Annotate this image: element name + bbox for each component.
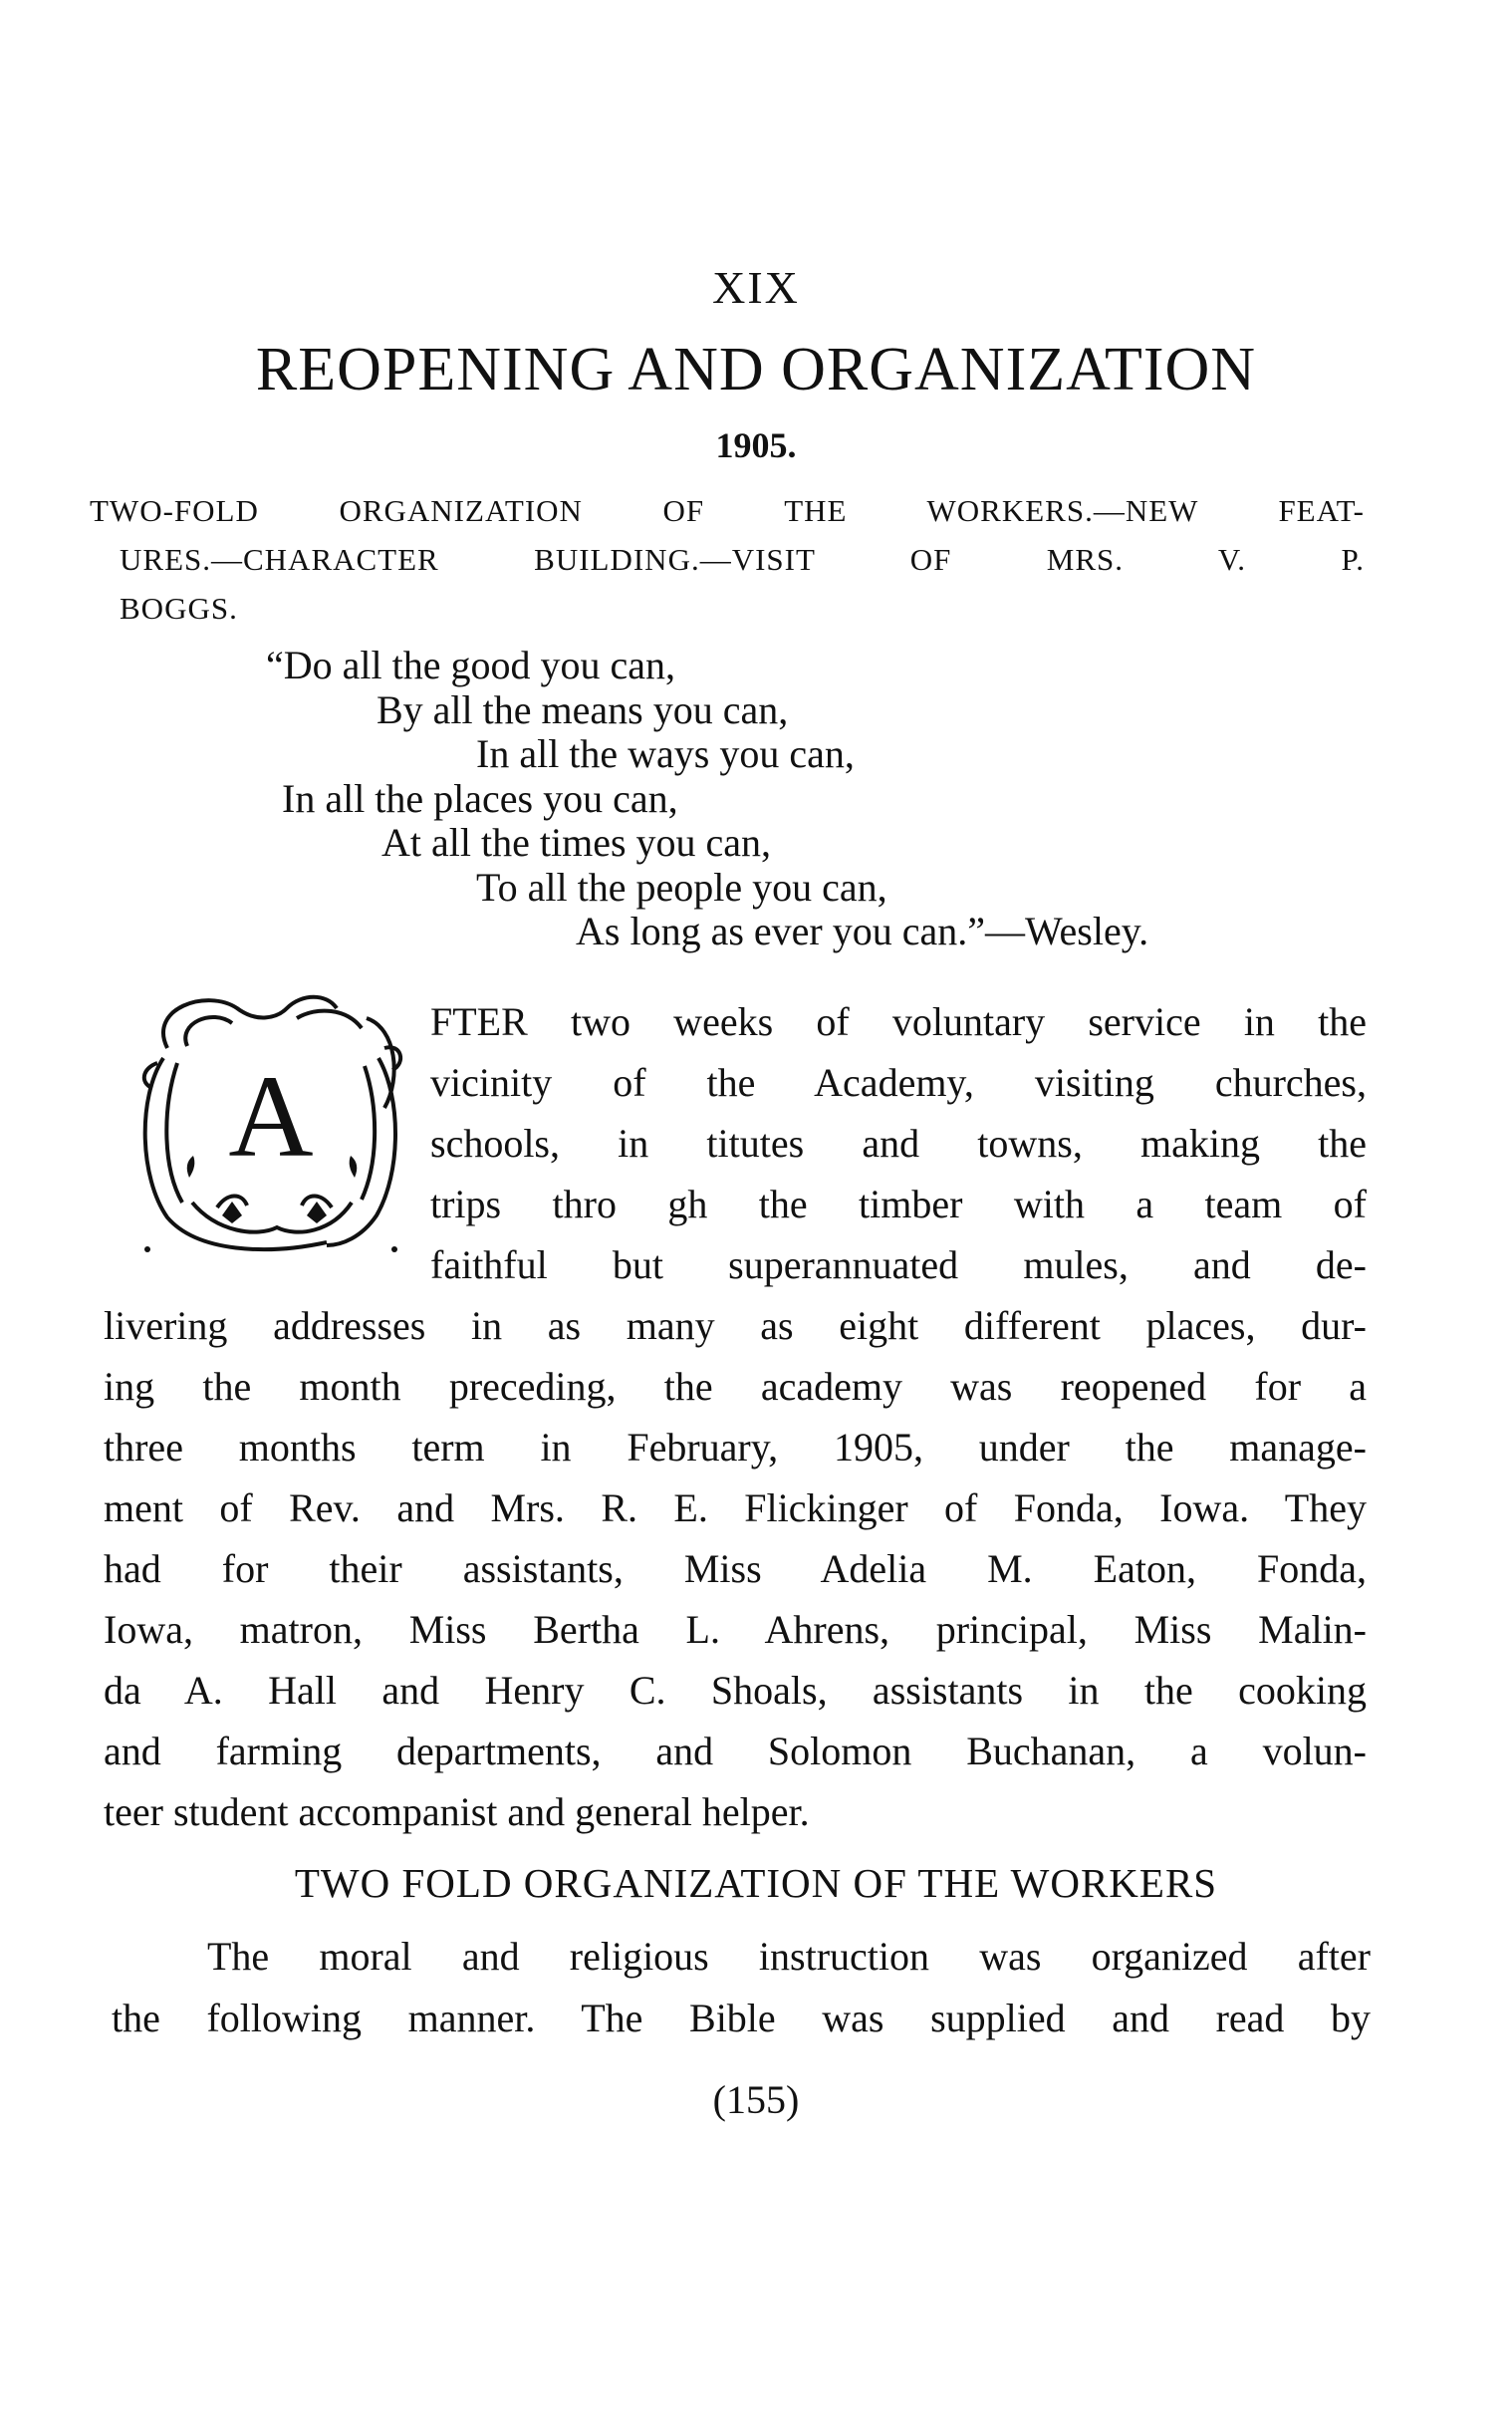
poem-line: To all the people you can, — [476, 864, 887, 910]
body-line: faithful but superannuated mules, and de- — [430, 1242, 1367, 1287]
poem-line: In all the ways you can, — [476, 731, 855, 776]
body-line: livering addresses in as many as eight different places, dur- — [104, 1303, 1367, 1348]
poem-line: “Do all the good you can, — [266, 643, 675, 687]
body-line: ment of Rev. and Mrs. R. E. Flickinger of Fonda, Iowa. They — [104, 1485, 1367, 1530]
body-line: and farming departments, and Solomon Buchanan, a volun- — [104, 1729, 1367, 1773]
body-line: trips thro gh the timber with a team of — [430, 1182, 1367, 1226]
poem-line: By all the means you can, — [377, 686, 789, 732]
body-line: had for their assistants, Miss Adelia M. Eaton, Fonda, — [104, 1546, 1367, 1591]
body-line: da A. Hall and Henry C. Shoals, assistants in the cooking — [104, 1668, 1367, 1713]
chapter-year: 1905. — [715, 425, 797, 465]
poem-line: As long as ever you can.”—Wesley. — [576, 909, 1149, 953]
section-line: the following manner. The Bible was supplied and read by — [112, 1996, 1371, 2040]
body-line: Iowa, matron, Miss Bertha L. Ahrens, principal, Miss Malin- — [104, 1607, 1367, 1652]
poem-line: In all the places you can, — [282, 775, 678, 821]
poem-line: At all the times you can, — [381, 820, 772, 865]
synopsis-line: BOGGS. — [120, 591, 238, 626]
section-heading: TWO FOLD ORGANIZATION OF THE WORKERS — [294, 1860, 1218, 1906]
synopsis-line: URES.—CHARACTER BUILDING.—VISIT OF MRS. V. P. — [120, 542, 1365, 577]
body-line: ing the month preceding, the academy was reopened for a — [104, 1364, 1367, 1409]
chapter-title: REOPENING AND ORGANIZATION — [255, 336, 1257, 403]
body-line: schools, in titutes and towns, making the — [430, 1121, 1367, 1166]
body-line: three months term in February, 1905, under the manage- — [104, 1425, 1367, 1470]
body-line: FTER two weeks of voluntary service in the — [430, 999, 1367, 1044]
body-line: vicinity of the Academy, visiting churches, — [430, 1060, 1367, 1105]
chapter-number: XIX — [712, 262, 800, 313]
synopsis-line: TWO-FOLD ORGANIZATION OF THE WORKERS.—NEW FEAT- — [90, 493, 1365, 528]
drop-cap-letter: A — [228, 1051, 314, 1182]
page-number: (155) — [712, 2077, 800, 2122]
section-line: The moral and religious instruction was organized after — [207, 1934, 1371, 1979]
body-line: teer student accompanist and general helper. — [104, 1789, 810, 1834]
